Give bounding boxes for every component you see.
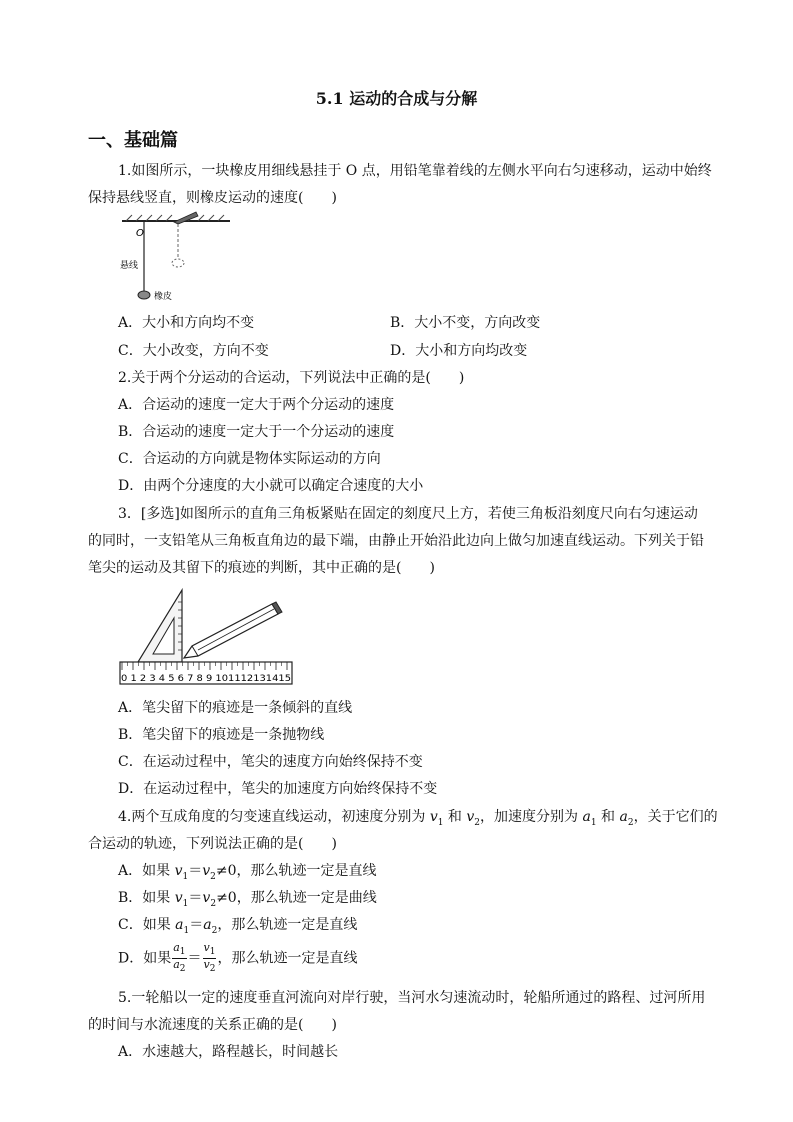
sym-v: v <box>202 863 211 879</box>
q4-line-1 <box>118 806 718 828</box>
sub: 2 <box>179 964 186 975</box>
opt-text: ＝ <box>188 890 203 906</box>
q4-option-b <box>118 887 377 909</box>
q2-option-d: D．由两个分速度的大小就可以确定合速度的大小 <box>118 478 424 494</box>
q4-line-2: 合运动的轨迹，下列说法正确的是( ) <box>88 836 337 852</box>
sym-a: a <box>173 941 180 954</box>
section-heading: 一、基础篇 <box>88 130 178 151</box>
sym-v: v <box>429 809 438 825</box>
q4-text-e: ，关于它们的 <box>633 809 718 825</box>
sub: 1 <box>590 817 597 828</box>
opt-text: ，那么轨迹一定是直线 <box>217 950 358 967</box>
sym-v: v <box>466 809 475 825</box>
opt-text: ＝ <box>187 950 202 967</box>
sym-v: v <box>174 890 183 906</box>
q4-text-d: 和 <box>596 809 620 825</box>
sym-a: a <box>175 917 184 933</box>
sym-v: v <box>203 958 210 972</box>
q3-option-c: C．在运动过程中，笔尖的速度方向始终保持不变 <box>118 754 423 770</box>
label-o: O <box>136 228 144 239</box>
sym-v: v <box>203 941 210 954</box>
q2-line-1: 2.关于两个分运动的合运动，下列说法中正确的是( ) <box>118 370 465 386</box>
q5-option-a: A．水速越大，路程越长，时间越长 <box>118 1044 339 1060</box>
sub: 2 <box>210 871 216 882</box>
q3-line-2: 的同时，一支铅笔从三角板直角边的最下端，由静止开始沿此边向上做匀加速直线运动。下列关于铅 <box>88 533 704 549</box>
sub: 2 <box>210 898 217 909</box>
opt-text: ＝ <box>189 917 204 933</box>
sub: 1 <box>209 947 216 958</box>
pencil <box>184 602 282 658</box>
q1-line-1: 1.如图所示，一块橡皮用细线悬挂于 O 点，用铅笔靠着线的左侧水平向右匀速移动，运动中始终 <box>118 163 712 179</box>
sub: 1 <box>183 925 190 936</box>
eraser-dashed <box>172 259 184 267</box>
q3-figure <box>118 582 298 690</box>
fraction-v <box>203 942 217 975</box>
label-eraser: 橡皮 <box>154 292 173 302</box>
q1-option-b: B．大小不变，方向改变 <box>390 315 541 331</box>
sub: 1 <box>437 817 444 828</box>
sym-a: a <box>582 809 591 825</box>
q3-option-a: A．笔尖留下的痕迹是一条倾斜的直线 <box>118 700 353 716</box>
opt-text: C．如果 <box>118 917 176 933</box>
sub: 1 <box>182 871 189 882</box>
sym-a: a <box>619 809 628 825</box>
sym-a: a <box>203 917 212 933</box>
opt-text: ＝ <box>188 863 203 879</box>
sub: 2 <box>211 925 218 936</box>
q1-option-a: A．大小和方向均不变 <box>118 315 255 331</box>
q3-line-3: 笔尖的运动及其留下的痕迹的判断，其中正确的是( ) <box>88 560 435 576</box>
q1-option-c: C．大小改变，方向不变 <box>118 343 269 359</box>
opt-text: B．如果 <box>118 890 175 906</box>
q1-line-2: 保持悬线竖直，则橡皮运动的速度( ) <box>88 190 337 206</box>
q1-option-d: D．大小和方向均改变 <box>390 343 528 359</box>
sym-v: v <box>174 863 183 879</box>
sub: 1 <box>179 947 186 958</box>
q4-text-b: 和 <box>443 809 467 825</box>
q3-option-b: B．笔尖留下的痕迹是一条抛物线 <box>118 727 325 743</box>
q1-figure <box>118 210 248 305</box>
sub: 2 <box>474 817 481 828</box>
q2-option-b: B．合运动的速度一定大于一个分运动的速度 <box>118 424 395 440</box>
eraser <box>138 291 150 299</box>
opt-text: A．如果 <box>118 863 175 879</box>
ceiling <box>122 215 230 221</box>
opt-text: D．如果 <box>118 950 172 967</box>
q5-line-2: 的时间与水流速度的关系正确的是( ) <box>88 1017 337 1033</box>
q5-line-1: 5.一轮船以一定的速度垂直河流向对岸行驶，当河水匀速流动时，轮船所通过的路程、过河所用 <box>118 990 706 1006</box>
label-string: 悬线 <box>120 261 139 271</box>
sub: 2 <box>627 817 634 828</box>
sub: 1 <box>182 898 189 909</box>
q4-option-d <box>118 942 357 975</box>
triangle-ruler <box>138 590 182 662</box>
ruler-numbers: 0 1 2 3 4 5 6 7 8 9 101112131415 <box>121 674 291 684</box>
pencil-shape <box>174 212 198 224</box>
q2-option-c: C．合运动的方向就是物体实际运动的方向 <box>118 451 381 467</box>
page-title: 5.1 运动的合成与分解 <box>315 89 478 108</box>
sym-v: v <box>202 890 211 906</box>
sub: 2 <box>209 964 216 975</box>
q4-text-c: ，加速度分别为 <box>480 809 583 825</box>
q4-option-c <box>118 914 357 936</box>
q4-text-a: 4.两个互成角度的匀变速直线运动，初速度分别为 <box>118 809 430 825</box>
opt-text: ，那么轨迹一定是直线 <box>217 917 358 933</box>
opt-text: ≠0，那么轨迹一定是直线 <box>215 863 377 879</box>
sym-a: a <box>173 958 180 972</box>
q3-option-d: D．在运动过程中，笔尖的加速度方向始终保持不变 <box>118 781 438 797</box>
q4-option-a <box>118 860 377 882</box>
opt-text: ≠0，那么轨迹一定是曲线 <box>216 890 377 906</box>
q2-option-a: A．合运动的速度一定大于两个分运动的速度 <box>118 397 395 413</box>
fraction-a <box>172 942 186 975</box>
q3-line-1: 3．[多选]如图所示的直角三角板紧贴在固定的刻度尺上方，若使三角板沿刻度尺向右匀速运动 <box>118 506 698 522</box>
